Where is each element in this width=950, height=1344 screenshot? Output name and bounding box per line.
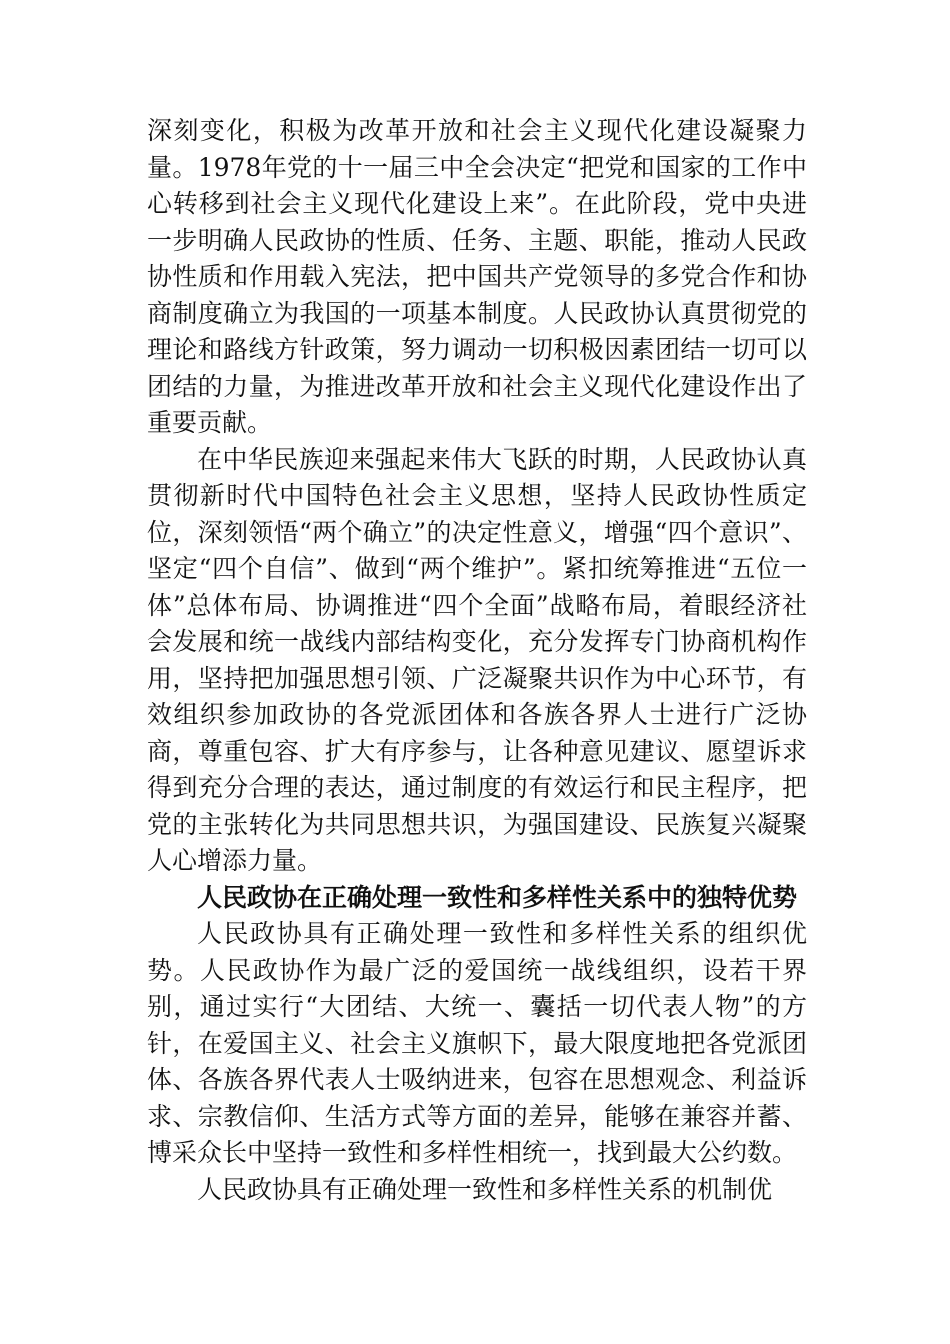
- paragraph-organizational-advantage: 人民政协具有正确处理一致性和多样性关系的组织优势。人民政协作为最广泛的爱国统一战线组织，设若干界别，通过实行“大团结、大统一、囊括一切代表人物”的方针，在爱国主义、社会主义旗帜下，最大限度地把各党派团体、各族各界代表人士吸纳进来，包容在思想观念、利益诉求、宗教信仰、生活方式等方面的差异，能够在兼容并蓄、博采众长中坚持一致性和多样性相统一，找到最大公约数。: [147, 919, 807, 1167]
- section-heading: 人民政协在正确处理一致性和多样性关系中的独特优势: [197, 882, 798, 912]
- paragraph-mechanism-advantage: 人民政协具有正确处理一致性和多样性关系的机制优: [197, 1174, 773, 1204]
- paragraph-continuation: 深刻变化，积极为改革开放和社会主义现代化建设凝聚力量。1978年党的十一届三中全会决定“把党和国家的工作中心转移到社会主义现代化建设上来”。在此阶段，党中央进一步明确人民政协的性质、任务、主题、职能，推动人民政协性质和作用载入宪法，把中国共产党领导的多党合作和协商制度确立为我国的一项基本制度。人民政协认真贯彻党的理论和路线方针政策，努力调动一切积极因素团结一切可以团结的力量，为推进改革开放和社会主义现代化建设作出了重要贡献。: [147, 116, 807, 437]
- paragraph-new-era: 在中华民族迎来强起来伟大飞跃的时期，人民政协认真贯彻新时代中国特色社会主义思想，坚持人民政协性质定位，深刻领悟“两个确立”的决定性意义，增强“四个意识”、坚定“四个自信”、做到“两个维护”。紧扣统筹推进“五位一体”总体布局、协调推进“四个全面”战略布局，着眼经济社会发展和统一战线内部结构变化，充分发挥专门协商机构作用，坚持把加强思想引领、广泛凝聚共识作为中心环节，有效组织参加政协的各党派团体和各族各界人士进行广泛协商，尊重包容、扩大有序参与，让各种意见建议、愿望诉求得到充分合理的表达，通过制度的有效运行和民主程序，把党的主张转化为共同思想共识，为强国建设、民族复兴凝聚人心增添力量。: [147, 444, 807, 875]
- document-page: [147, 113, 807, 1208]
